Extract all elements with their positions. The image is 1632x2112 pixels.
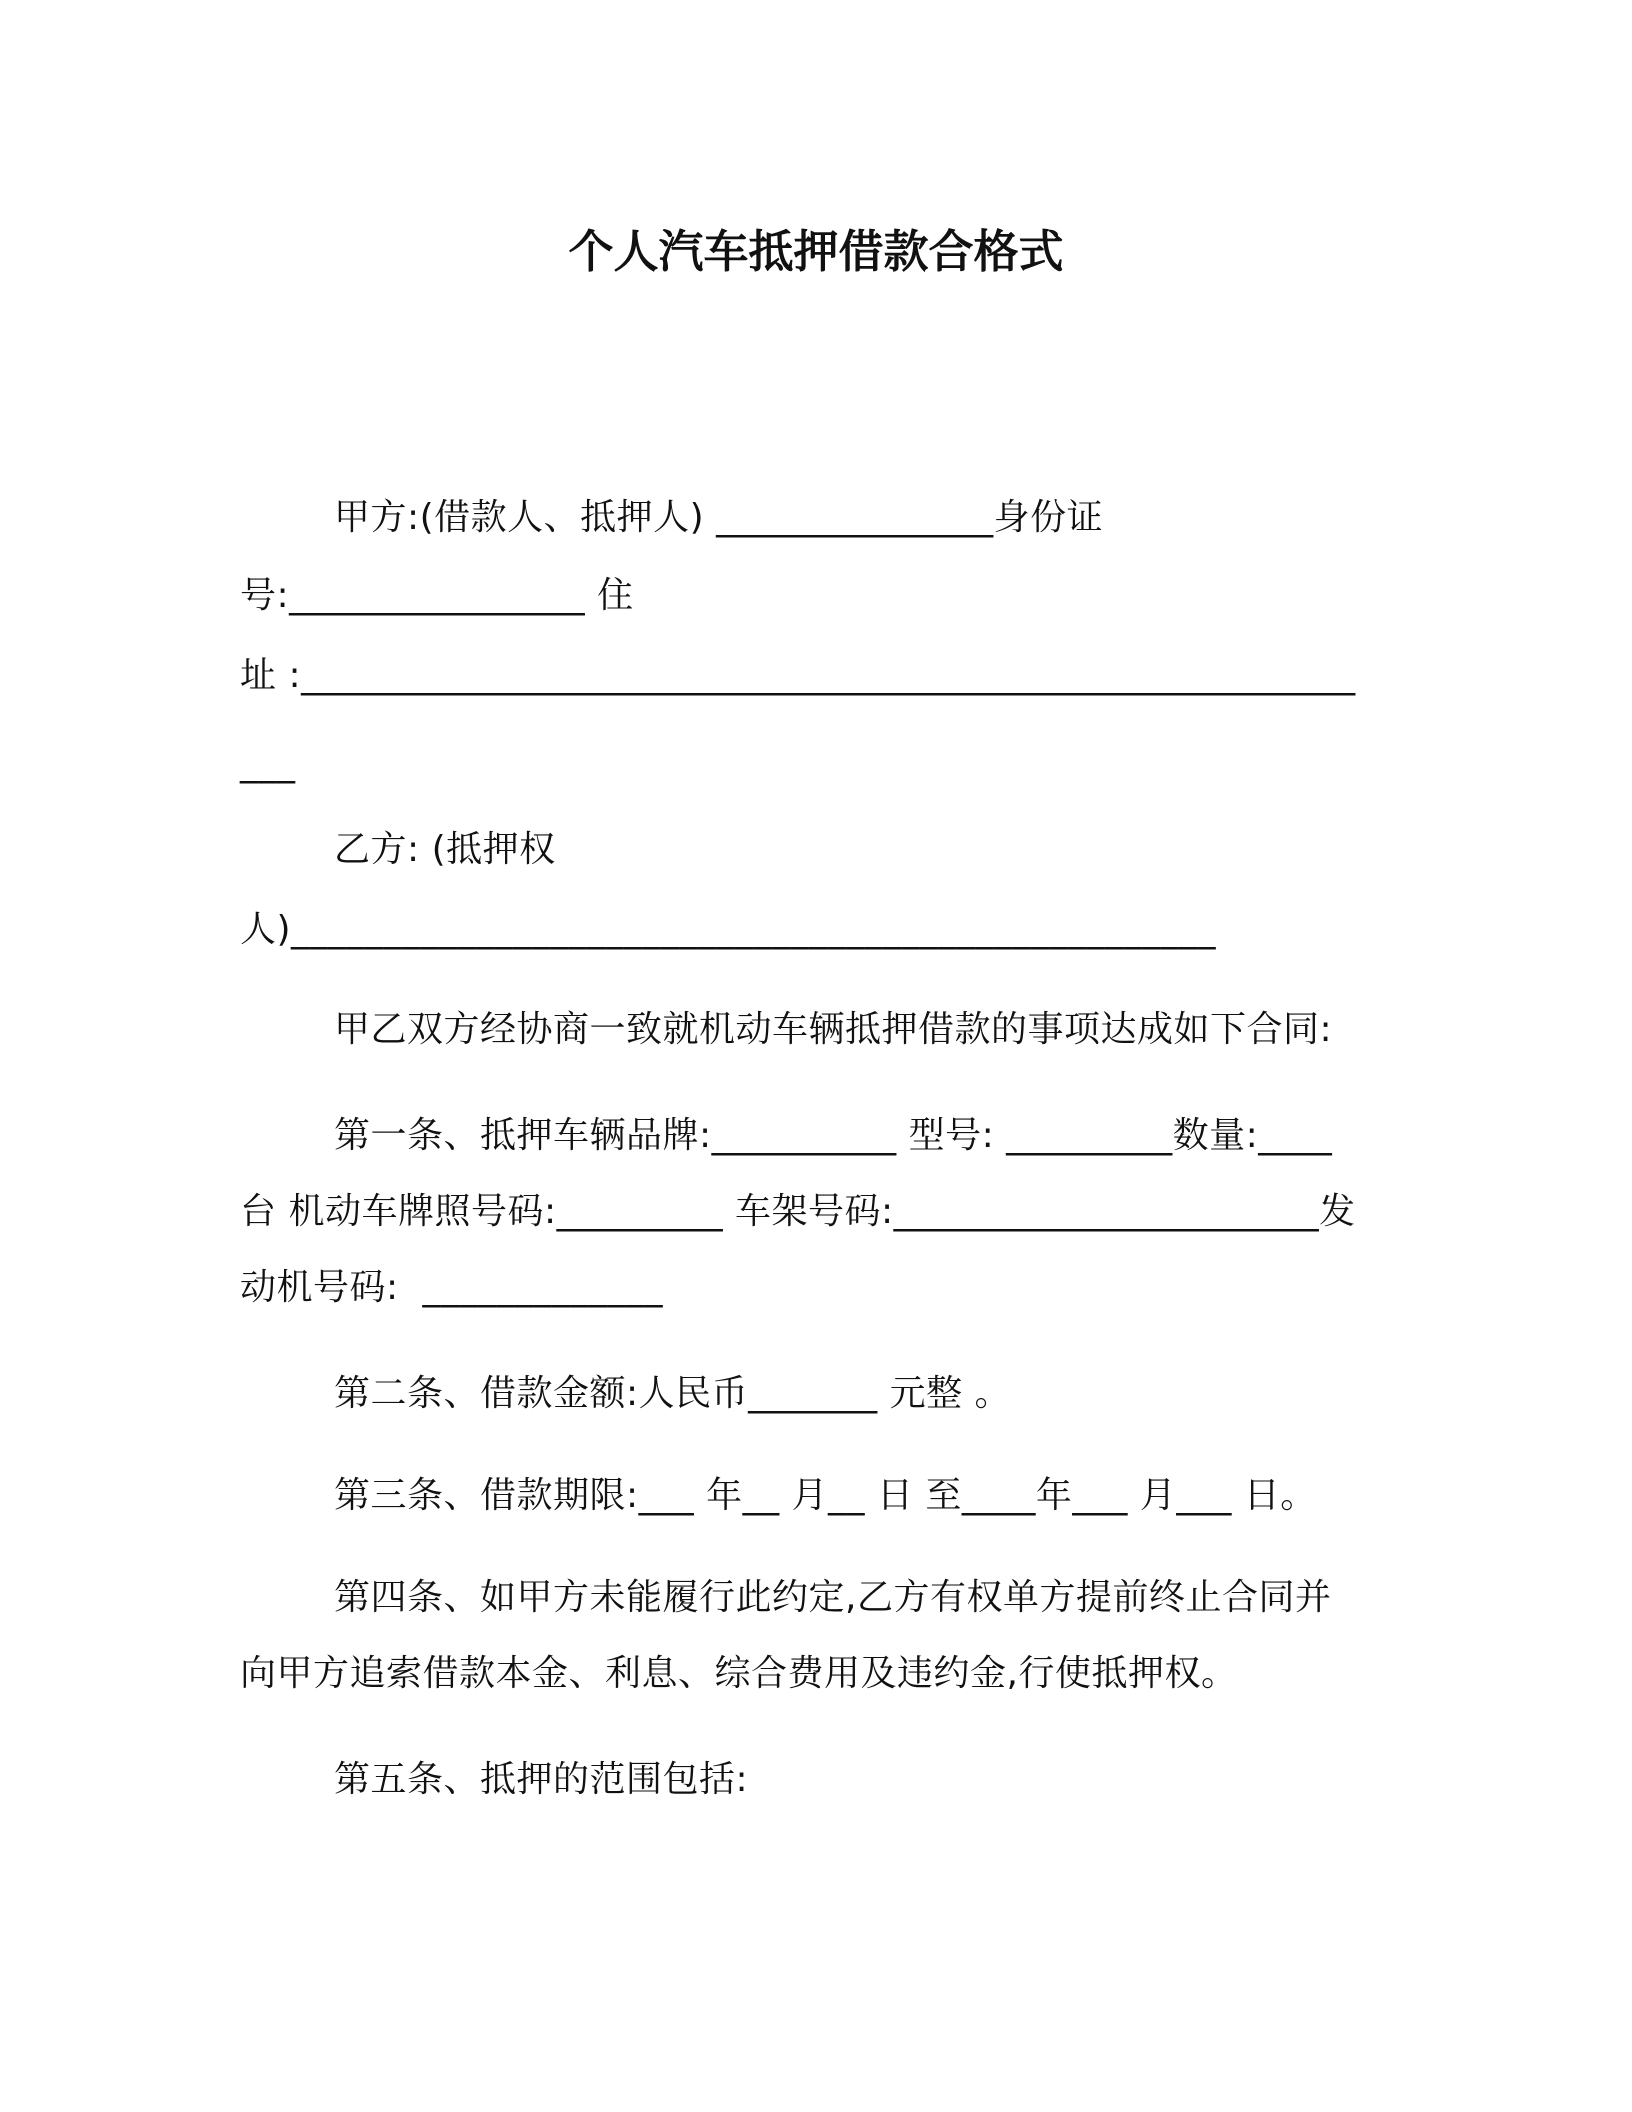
party-a-address-continuation: ___	[240, 743, 296, 784]
article-1-line-2: 台 机动车牌照号码:_________ 车架号码:_______________________发	[240, 1191, 1356, 1232]
party-b-line: 乙方: (抵押权	[334, 829, 556, 870]
article-4-line-1: 第四条、如甲方未能履行此约定,乙方有权单方提前终止合同并	[334, 1577, 1332, 1618]
document-title: 个人汽车抵押借款合格式	[568, 225, 1064, 278]
article-1-line-1: 第一条、抵押车辆品牌:__________ 型号: _________数量:____	[334, 1115, 1333, 1156]
article-5: 第五条、抵押的范围包括:	[334, 1759, 749, 1800]
article-2: 第二条、借款金额:人民币_______ 元整 。	[334, 1373, 1012, 1414]
party-a-address-line: 址 :_________________________________________________________	[240, 655, 1356, 696]
party-b-continuation: 人)__________________________________________________	[240, 909, 1217, 950]
agreement-intro: 甲乙双方经协商一致就机动车辆抵押借款的事项达成如下合同:	[334, 1009, 1333, 1050]
article-4-line-2: 向甲方追索借款本金、利息、综合费用及违约金,行使抵押权。	[240, 1653, 1238, 1694]
party-a-line: 甲方:(借款人、抵押人) _______________身份证	[334, 497, 1104, 538]
party-a-id-line: 号:________________ 住	[240, 575, 634, 616]
article-3: 第三条、借款期限:___ 年__ 月__ 日 至____年___ 月___ 日。	[334, 1475, 1317, 1516]
article-1-line-3: 动机号码: _____________	[240, 1267, 664, 1308]
